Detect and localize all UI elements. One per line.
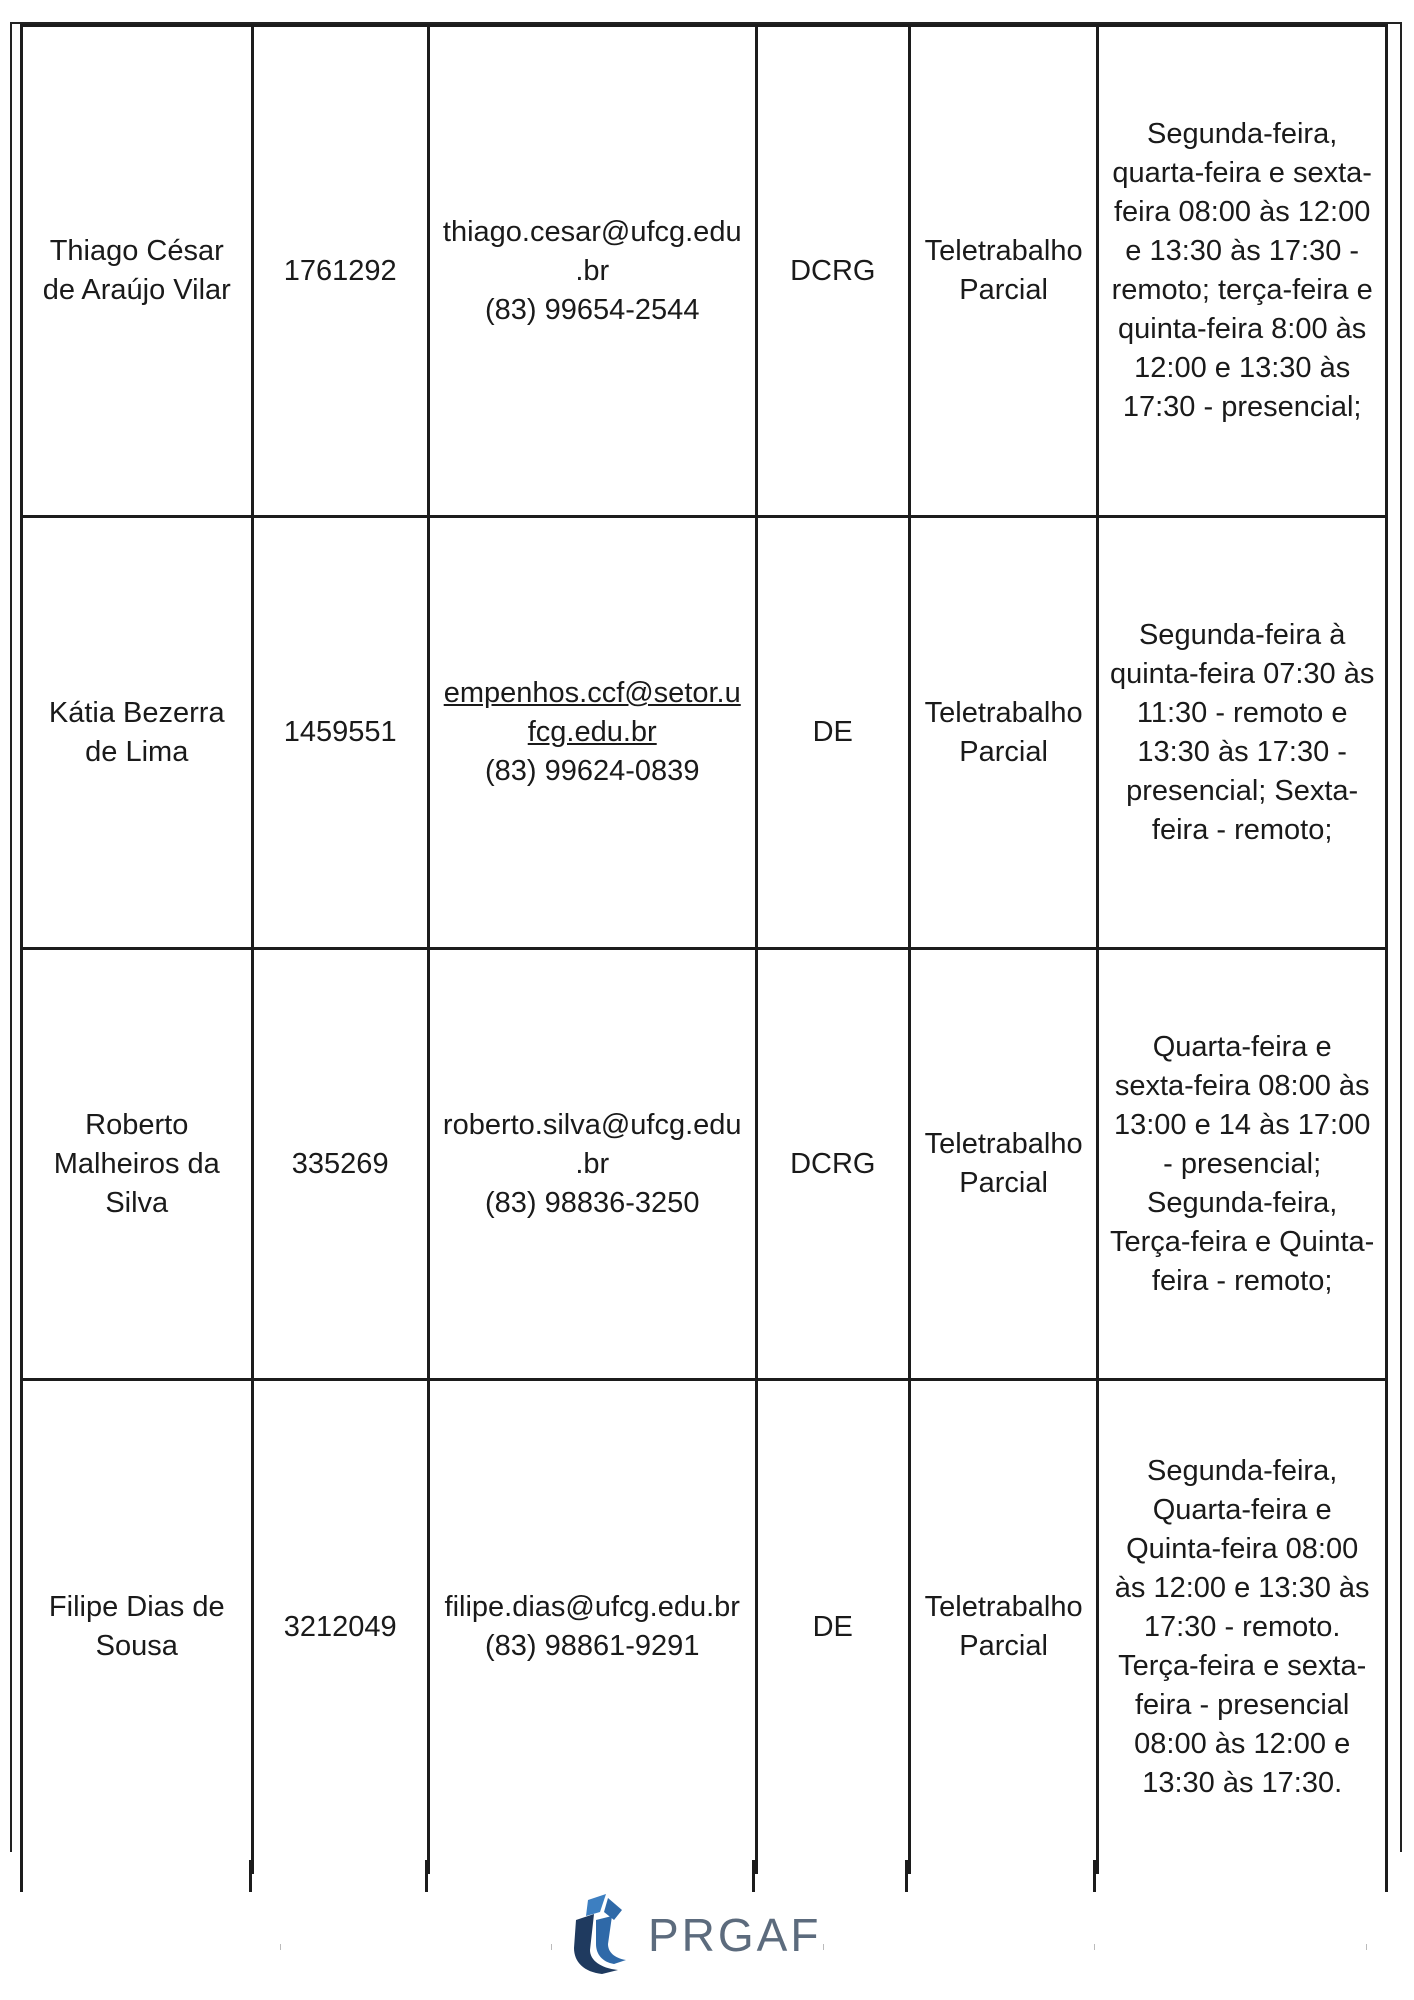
staff-email-link[interactable]: empenhos.ccf@setor.ufcg.edu.br (443, 677, 741, 748)
footer-tick (551, 1944, 552, 1950)
footer-tick (1094, 1944, 1095, 1950)
work-schedule: Segunda-feira à quinta-feira 07:30 às 11:30 - remoto e 13:30 às 17:30 - presencial; Sexta-feira - remoto; (1098, 517, 1387, 949)
staff-phone: (83) 98861-9291 (485, 1630, 700, 1663)
column-line-stub (20, 1860, 23, 1892)
contact-cell (428, 26, 756, 517)
staff-id: 335269 (252, 949, 428, 1380)
column-line-stub (425, 1860, 428, 1892)
work-schedule: Segunda-feira, Quarta-feira e Quinta-feira 08:00 às 12:00 e 13:30 às 17:30 - remoto. Terça-feira e sexta-feira - presencial 08:00 às 12:00 e 13:30 às 17:30. (1098, 1380, 1387, 1874)
staff-phone: (83) 99624-0839 (485, 755, 700, 787)
staff-email: thiago.cesar@ufcg.edu.br (442, 215, 742, 287)
staff-phone: (83) 99654-2544 (485, 293, 700, 326)
table-row (22, 517, 1387, 949)
work-schedule: Segunda-feira, quarta-feira e sexta-feira 08:00 às 12:00 e 13:30 às 17:30 - remoto; terça-feira e quinta-feira 8:00 às 12:00 e 13:30 às 17:30 - presencial; (1098, 26, 1387, 517)
work-mode: Teletrabalho Parcial (909, 1380, 1097, 1874)
staff-id: 1459551 (252, 517, 428, 949)
prgaf-logo-icon (566, 1890, 636, 1976)
brand-name: PRGAF (648, 1909, 822, 1961)
staff-email: filipe.dias@ufcg.edu.br (444, 1591, 740, 1624)
work-schedule: Quarta-feira e sexta-feira 08:00 às 13:00 e 14 às 17:00 - presencial; Segunda-feira, Terça-feira e Quinta-feira - remoto; (1098, 949, 1387, 1380)
table-row (22, 1380, 1387, 1874)
work-mode: Teletrabalho Parcial (909, 26, 1097, 517)
staff-name: Thiago César de Araújo Vilar (22, 26, 253, 517)
column-line-stub (1093, 1860, 1096, 1892)
footer-tick (823, 1944, 824, 1950)
page-footer (0, 1890, 1414, 1980)
column-line-stub (905, 1860, 908, 1892)
footer-tick (1366, 1944, 1367, 1950)
column-line-stub (1385, 1860, 1388, 1892)
column-line-stub (249, 1860, 252, 1892)
staff-unit: DCRG (756, 26, 909, 517)
footer-tick (280, 1944, 281, 1950)
staff-email: roberto.silva@ufcg.edu.br (442, 1108, 742, 1180)
staff-name: Filipe Dias de Sousa (22, 1380, 253, 1874)
contact-cell (428, 1380, 756, 1874)
staff-table (20, 24, 1388, 1874)
work-mode: Teletrabalho Parcial (909, 949, 1097, 1380)
staff-phone: (83) 98836-3250 (485, 1186, 700, 1219)
staff-unit: DCRG (756, 949, 909, 1380)
staff-name: Roberto Malheiros da Silva (22, 949, 253, 1380)
contact-cell (428, 517, 756, 949)
staff-id: 3212049 (252, 1380, 428, 1874)
column-line-stub (752, 1860, 755, 1892)
work-mode: Teletrabalho Parcial (909, 517, 1097, 949)
staff-id: 1761292 (252, 26, 428, 517)
table-row (22, 949, 1387, 1380)
staff-unit: DE (756, 517, 909, 949)
contact-cell (428, 949, 756, 1380)
staff-name: Kátia Bezerra de Lima (22, 517, 253, 949)
staff-unit: DE (756, 1380, 909, 1874)
table-row (22, 26, 1387, 517)
